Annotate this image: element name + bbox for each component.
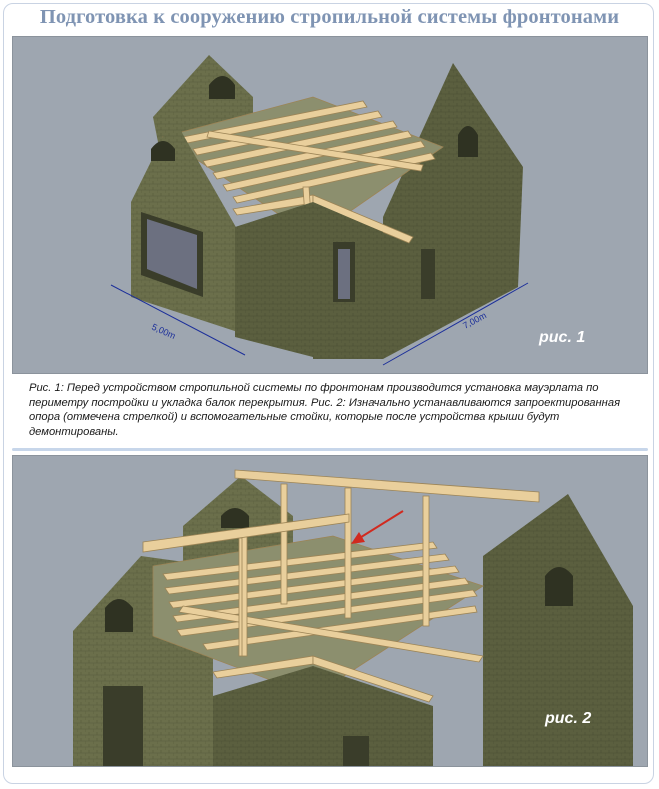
figure-1 [12, 36, 648, 374]
figure-caption: Рис. 1: Перед устройством стропильной системы по фронтонам производится установка мауэрлата по периметру постройки и укладка балок перекрытия. Рис. 2: Изначально устанавливаются запроектированная опора (отмечена стрелкой) и вспомогательные стойки, которые после устройства крыши будут демонтированы. [29, 382, 621, 438]
lower-window-opening [343, 736, 369, 767]
middle-wall [235, 202, 313, 357]
front-middle-wall [213, 666, 313, 767]
figure-2 [12, 455, 648, 767]
window-opening [103, 686, 143, 767]
dimension-length-label: 7,00m [461, 310, 489, 331]
page-title: Подготовка к сооружению стропильной системы фронтонами [39, 6, 620, 28]
wall-window-glass [338, 249, 350, 299]
figure-2-label: рис. 2 [545, 710, 592, 727]
gable-window-right [458, 126, 478, 157]
section-divider [12, 448, 648, 451]
support-arrow [351, 511, 403, 544]
figure-1-illustration [13, 37, 648, 374]
figure-1-label: рис. 1 [539, 329, 586, 346]
door-opening [421, 249, 435, 299]
right-gable-window [545, 567, 573, 606]
dimension-width-label: 5,00m [150, 321, 178, 342]
right-gable-wall [383, 63, 523, 359]
left-gable-window [105, 599, 133, 632]
